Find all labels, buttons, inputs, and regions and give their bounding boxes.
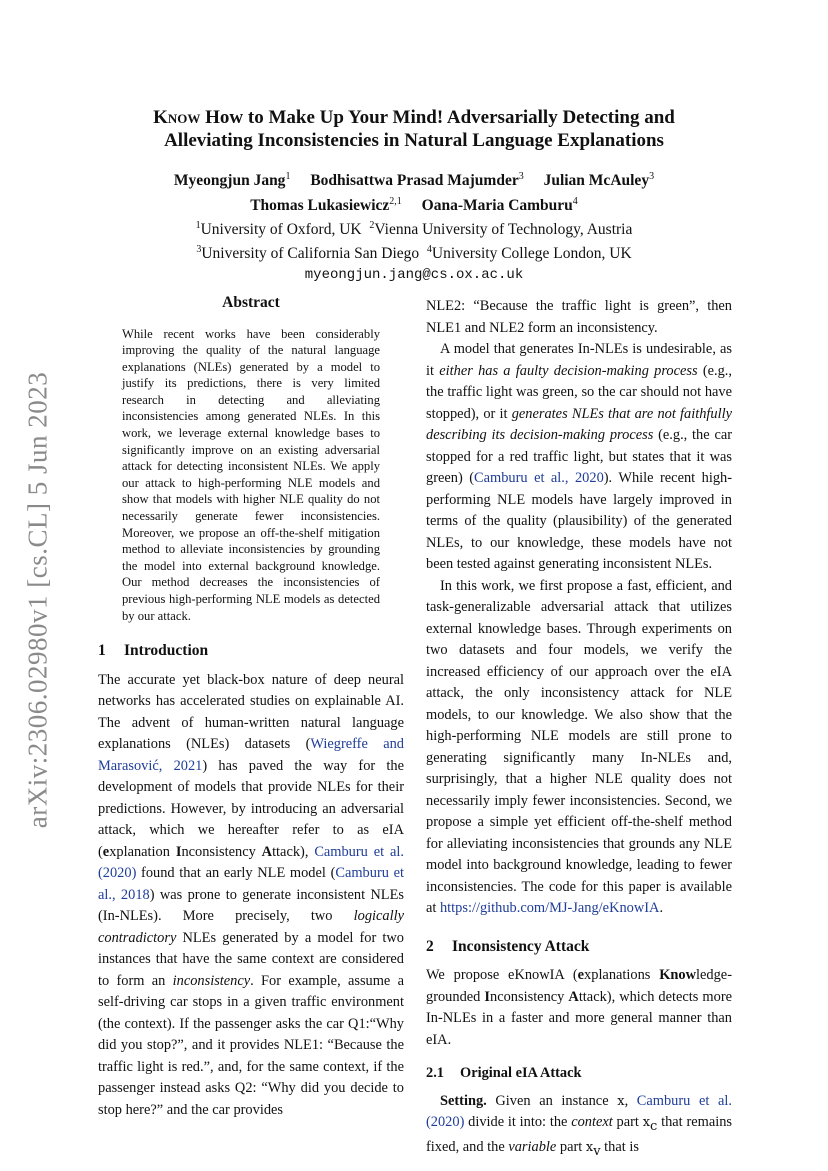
left-column <box>98 292 404 1121</box>
intro-paragraph: The accurate yet black-box nature of deep neural networks has accelerated studies on explainable AI. The advent of human-written natural language explanations (NLEs) datasets (Wiegreffe and Marasović, 2021) has paved the way for the development of models that provide NLEs for their predictions. However, by introducing an adversarial attack, which we hereafter refer to as eIA (explanation Inconsistency Attack), Camburu et al. (2020) found that an early NLE model (Camburu et al., 2018) was prone to generate inconsistent NLEs (In-NLEs). More precisely, two logically contradictory NLEs generated by a model for two instances that have the same context are considered to form an inconsistency. For example, assume a self-driving car stops in a given traffic environment (the context). If the passenger asks the car Q1:“Why did you stop?”, and it provides NLE1: “Because the traffic light is red.”, and, for the same context, if the passenger instead asks Q2: “Why did you decide to stop here?” and the car provides <box>98 671 405 1118</box>
subsection-heading-original-eia: 2.1 Original eIA Attack <box>426 1065 582 1081</box>
body-paragraph: We propose eKnowIA (explanations Knowledge-grounded Inconsistency Attack), which detects more In-NLEs in a faster and more general manner than eIA. <box>426 967 733 1048</box>
right-column <box>426 296 732 1163</box>
author-name: Oana-Maria Camburu$^4$ <box>421 196 578 215</box>
author-block <box>90 166 738 286</box>
author-name: Bodhisattwa Prasad Majumder$^3$ <box>310 171 524 190</box>
code-repository-link[interactable]: https://github.com/MJ-Jang/eKnowIA <box>439 900 660 916</box>
citation-link[interactable]: Camburu et al., 2018 <box>98 865 404 903</box>
section-heading-inconsistency-attack: 2 Inconsistency Attack <box>426 937 590 955</box>
citation-link[interactable]: Camburu et al. (2020) <box>426 1092 732 1130</box>
abstract-text: While recent works have been considerably improving the quality of the natural language explanations (NLEs) generated by a model to justify its predictions, there is very limited research in detecting and alleviating inconsistencies among generated NLEs. In this work, we leverage external knowledge bases to significantly improve on an existing adversarial attack for detecting inconsistent NLEs. We apply our attack to high-performing NLE models and show that models with higher NLE quality do not necessarily generate fewer inconsistencies. Moreover, we propose an off-the-shelf mitigation method to alleviate inconsistencies by grounding the model into external background knowledge. Our method decreases the inconsistencies of previous high-performing NLE models as detected by our attack. <box>122 326 380 623</box>
section-heading-introduction: 1 Introduction <box>98 642 209 660</box>
contact-email[interactable]: myeongjun.jang@cs.ox.ac.uk <box>304 266 524 283</box>
citation-link[interactable]: Camburu et al., 2020 <box>474 470 604 486</box>
affiliations-row-2: $^3$University of California San Diego $^4$University College London, UK <box>196 244 632 263</box>
body-paragraph: NLE2: “Because the traffic light is green”, then NLE1 and NLE2 form an inconsistency. <box>426 298 732 336</box>
author-name: Thomas Lukasiewicz$^{2,1}$ <box>250 196 402 215</box>
citation-link[interactable]: Camburu et al. (2020) <box>98 843 405 882</box>
citation-link[interactable]: Wiegreffe and Marasović, 2021 <box>98 736 405 774</box>
authors-row-1 <box>90 166 738 191</box>
arxiv-identifier: arXiv:2306.02980v1 [cs.CL] 5 Jun 2023 <box>22 371 53 829</box>
title-line1-rest: How to Make Up Your Mind! Adversarially Detecting and <box>200 107 675 128</box>
title-smallcaps-word: Know <box>153 107 201 128</box>
abstract-heading: Abstract <box>222 294 280 311</box>
author-name: Myeongjun Jang$^1$ <box>173 171 291 190</box>
title-line2: Alleviating Inconsistencies in Natural Language Explanations <box>164 130 664 151</box>
affiliations-row-1: $^1$University of Oxford, UK $^2$Vienna University of Technology, Austria <box>195 220 633 239</box>
arxiv-sidebar-stamp <box>18 360 58 840</box>
body-paragraph: A model that generates In-NLEs is undesirable, as it either has a faulty decision-making process (e.g., the traffic light was green, so the car should not have stopped), or it generates NLEs that are not faithfully describing its decision-making process (e.g., the car stopped for a red traffic light, but states that it was green) (Camburu et al., 2020). While recent high-performing NLE models have largely improved in terms of the quality (plausibility) of the generated NLEs, to our knowledge, these models have not been tested against generating inconsistent NLEs. <box>426 341 733 572</box>
paper-title <box>90 106 738 152</box>
body-paragraph: In this work, we first propose a fast, efficient, and task-generalizable adversarial attack that utilizes external knowledge bases. Through experiments on two datasets and four models, we verify the increased efficiency of our approach over the eIA attack, the only inconsistency attack for NLE models, to our knowledge. We also show that the high-performing NLE models are still prone to generating significantly many In-NLEs and, surprisingly, that a higher NLE quality does not necessarily imply fewer inconsistencies. Second, we propose a simple yet efficient off-the-shelf method for alleviating inconsistencies that grounds any NLE model into background knowledge, leading to fewer inconsistencies. The code for this paper is available at https://github.com/MJ-Jang/eKnowIA. <box>426 577 732 916</box>
authors-row-2 <box>90 191 738 216</box>
body-paragraph: Setting. Given an instance x, Camburu et al. (2020) divide it into: the context part $x_c$ that remains fixed, and the variable part $x_v$ that is <box>426 1092 732 1160</box>
author-name: Julian McAuley$^3$ <box>543 171 655 190</box>
